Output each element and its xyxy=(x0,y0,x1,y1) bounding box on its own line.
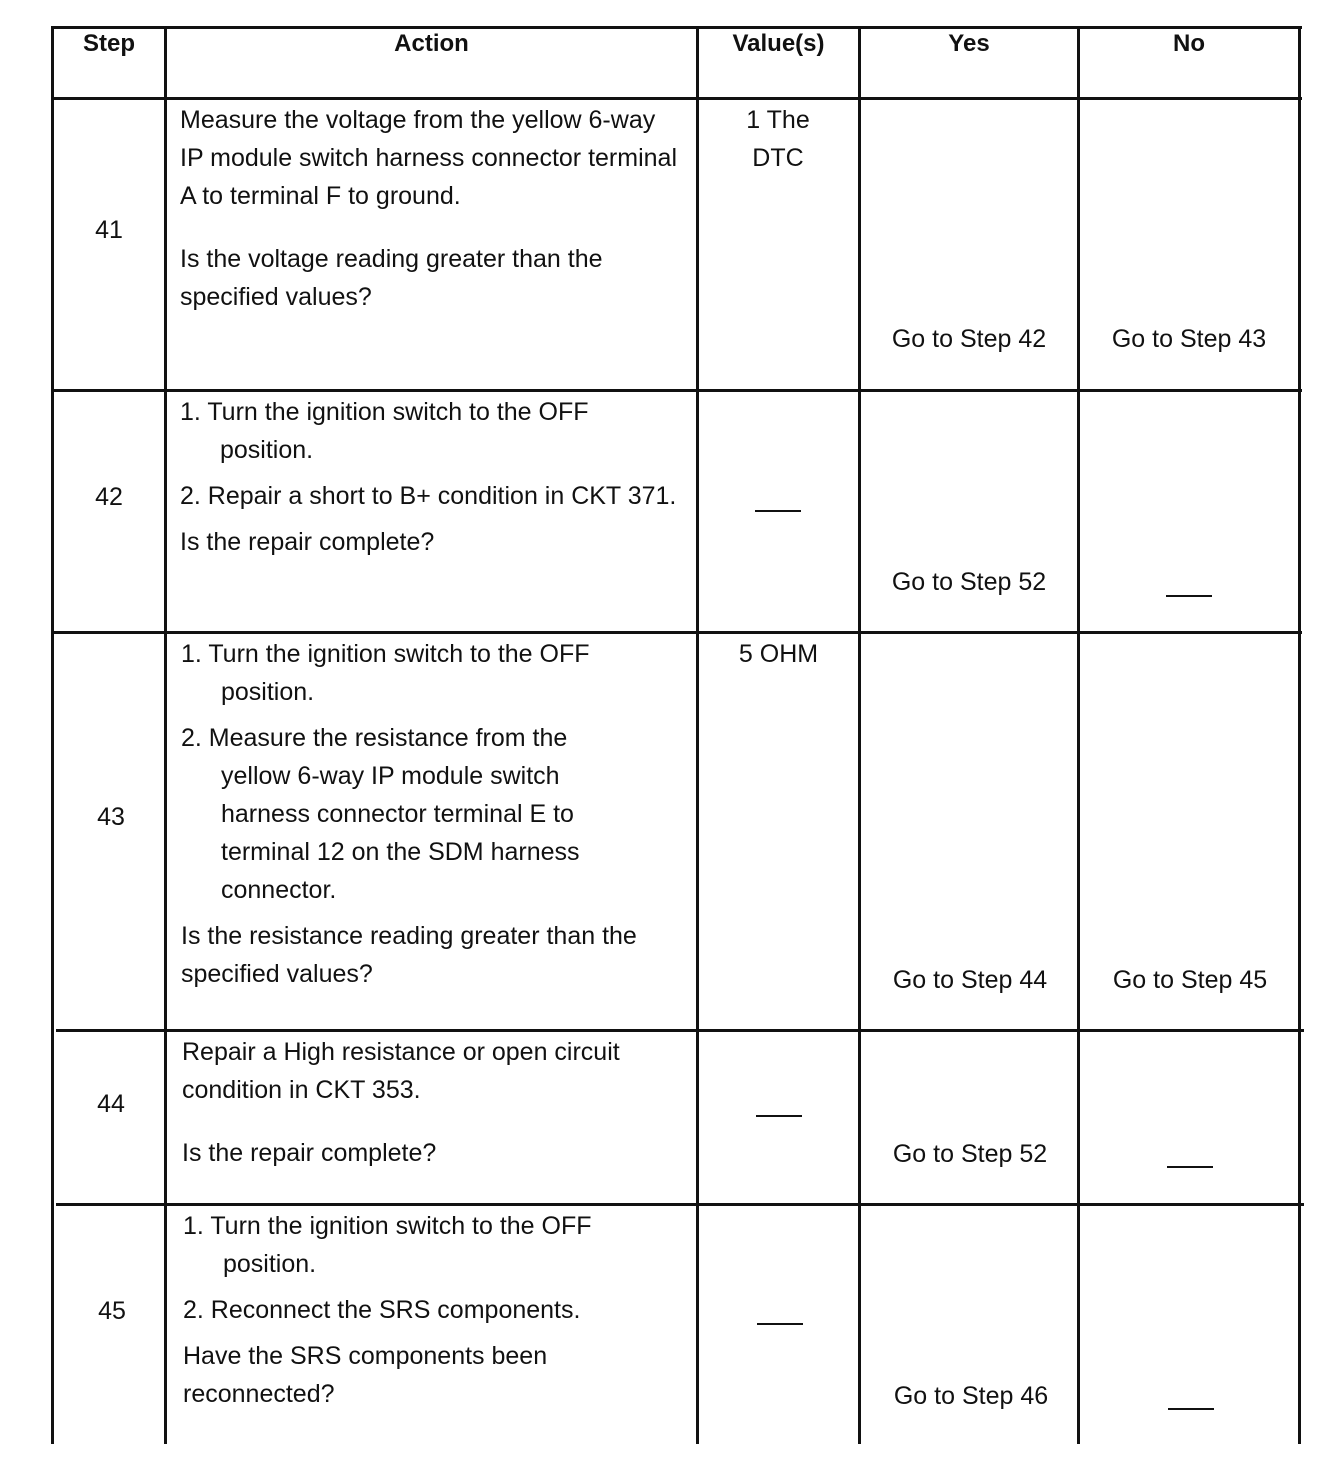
yes-result: Go to Step 52 xyxy=(891,568,1047,596)
action-step: 1. Turn the ignition switch to the OFF position. xyxy=(183,1212,592,1278)
header-values: Value(s) xyxy=(732,30,825,57)
row-divider xyxy=(56,1203,1304,1206)
no-none xyxy=(1166,595,1212,597)
action-question: Is the voltage reading greater than the specified values? xyxy=(180,245,603,311)
action-text xyxy=(182,1033,682,1172)
column-border xyxy=(164,26,167,1444)
value-text: 1 The DTC xyxy=(746,106,810,172)
column-border xyxy=(1077,26,1080,1444)
step-number: 42 xyxy=(95,483,123,511)
header-step: Step xyxy=(82,30,135,57)
column-border xyxy=(858,26,861,1444)
header-bottom-border xyxy=(52,97,1302,100)
action-question: Is the resistance reading greater than the specified values? xyxy=(181,922,637,988)
no-none xyxy=(1167,1166,1213,1168)
action-step: 2. Reconnect the SRS components. xyxy=(183,1296,581,1324)
action-text xyxy=(180,101,685,316)
action-text xyxy=(183,1207,688,1413)
header-no: No xyxy=(1173,30,1205,57)
action-question: Is the repair complete? xyxy=(180,528,435,556)
step-number: 45 xyxy=(98,1297,126,1325)
column-border xyxy=(696,26,699,1444)
step-number: 44 xyxy=(97,1090,125,1118)
action-step: 2. Repair a short to B+ condition in CKT 371. xyxy=(180,482,677,510)
yes-result: Go to Step 46 xyxy=(893,1382,1049,1410)
value-none xyxy=(755,510,801,512)
action-text xyxy=(180,393,685,561)
yes-result: Go to Step 52 xyxy=(892,1140,1048,1168)
no-none xyxy=(1168,1408,1214,1410)
yes-result: Go to Step 42 xyxy=(891,325,1047,353)
action-question: Have the SRS components been reconnected? xyxy=(183,1342,548,1408)
header-yes: Yes xyxy=(948,30,990,57)
value-text: 5 OHM xyxy=(738,640,819,668)
action-step: 1. Turn the ignition switch to the OFF position. xyxy=(181,640,590,706)
yes-result: Go to Step 44 xyxy=(892,966,1048,994)
row-divider xyxy=(54,631,1302,634)
step-number: 43 xyxy=(97,803,125,831)
action-step: 1. Turn the ignition switch to the OFF position. xyxy=(180,398,589,464)
action-instruction: Repair a High resistance or open circuit condition in CKT 353. xyxy=(182,1038,620,1104)
action-text xyxy=(181,635,686,993)
no-result: Go to Step 43 xyxy=(1111,325,1267,353)
table-top-border xyxy=(52,26,1302,29)
row-divider xyxy=(56,1029,1304,1032)
value-none xyxy=(757,1323,803,1325)
step-number: 41 xyxy=(95,216,123,244)
value-none xyxy=(756,1115,802,1117)
action-instruction: Measure the voltage from the yellow 6-way IP module switch harness connector terminal A to terminal F to ground. xyxy=(180,106,677,210)
column-border xyxy=(1298,26,1301,1444)
action-step: 2. Measure the resistance from the yellow 6-way IP module switch harness connector terminal E to terminal 12 on the SDM harness connector. xyxy=(181,724,580,904)
action-question: Is the repair complete? xyxy=(182,1139,437,1167)
header-action: Action xyxy=(394,30,469,57)
row-divider xyxy=(52,389,1302,392)
no-result: Go to Step 45 xyxy=(1112,966,1268,994)
